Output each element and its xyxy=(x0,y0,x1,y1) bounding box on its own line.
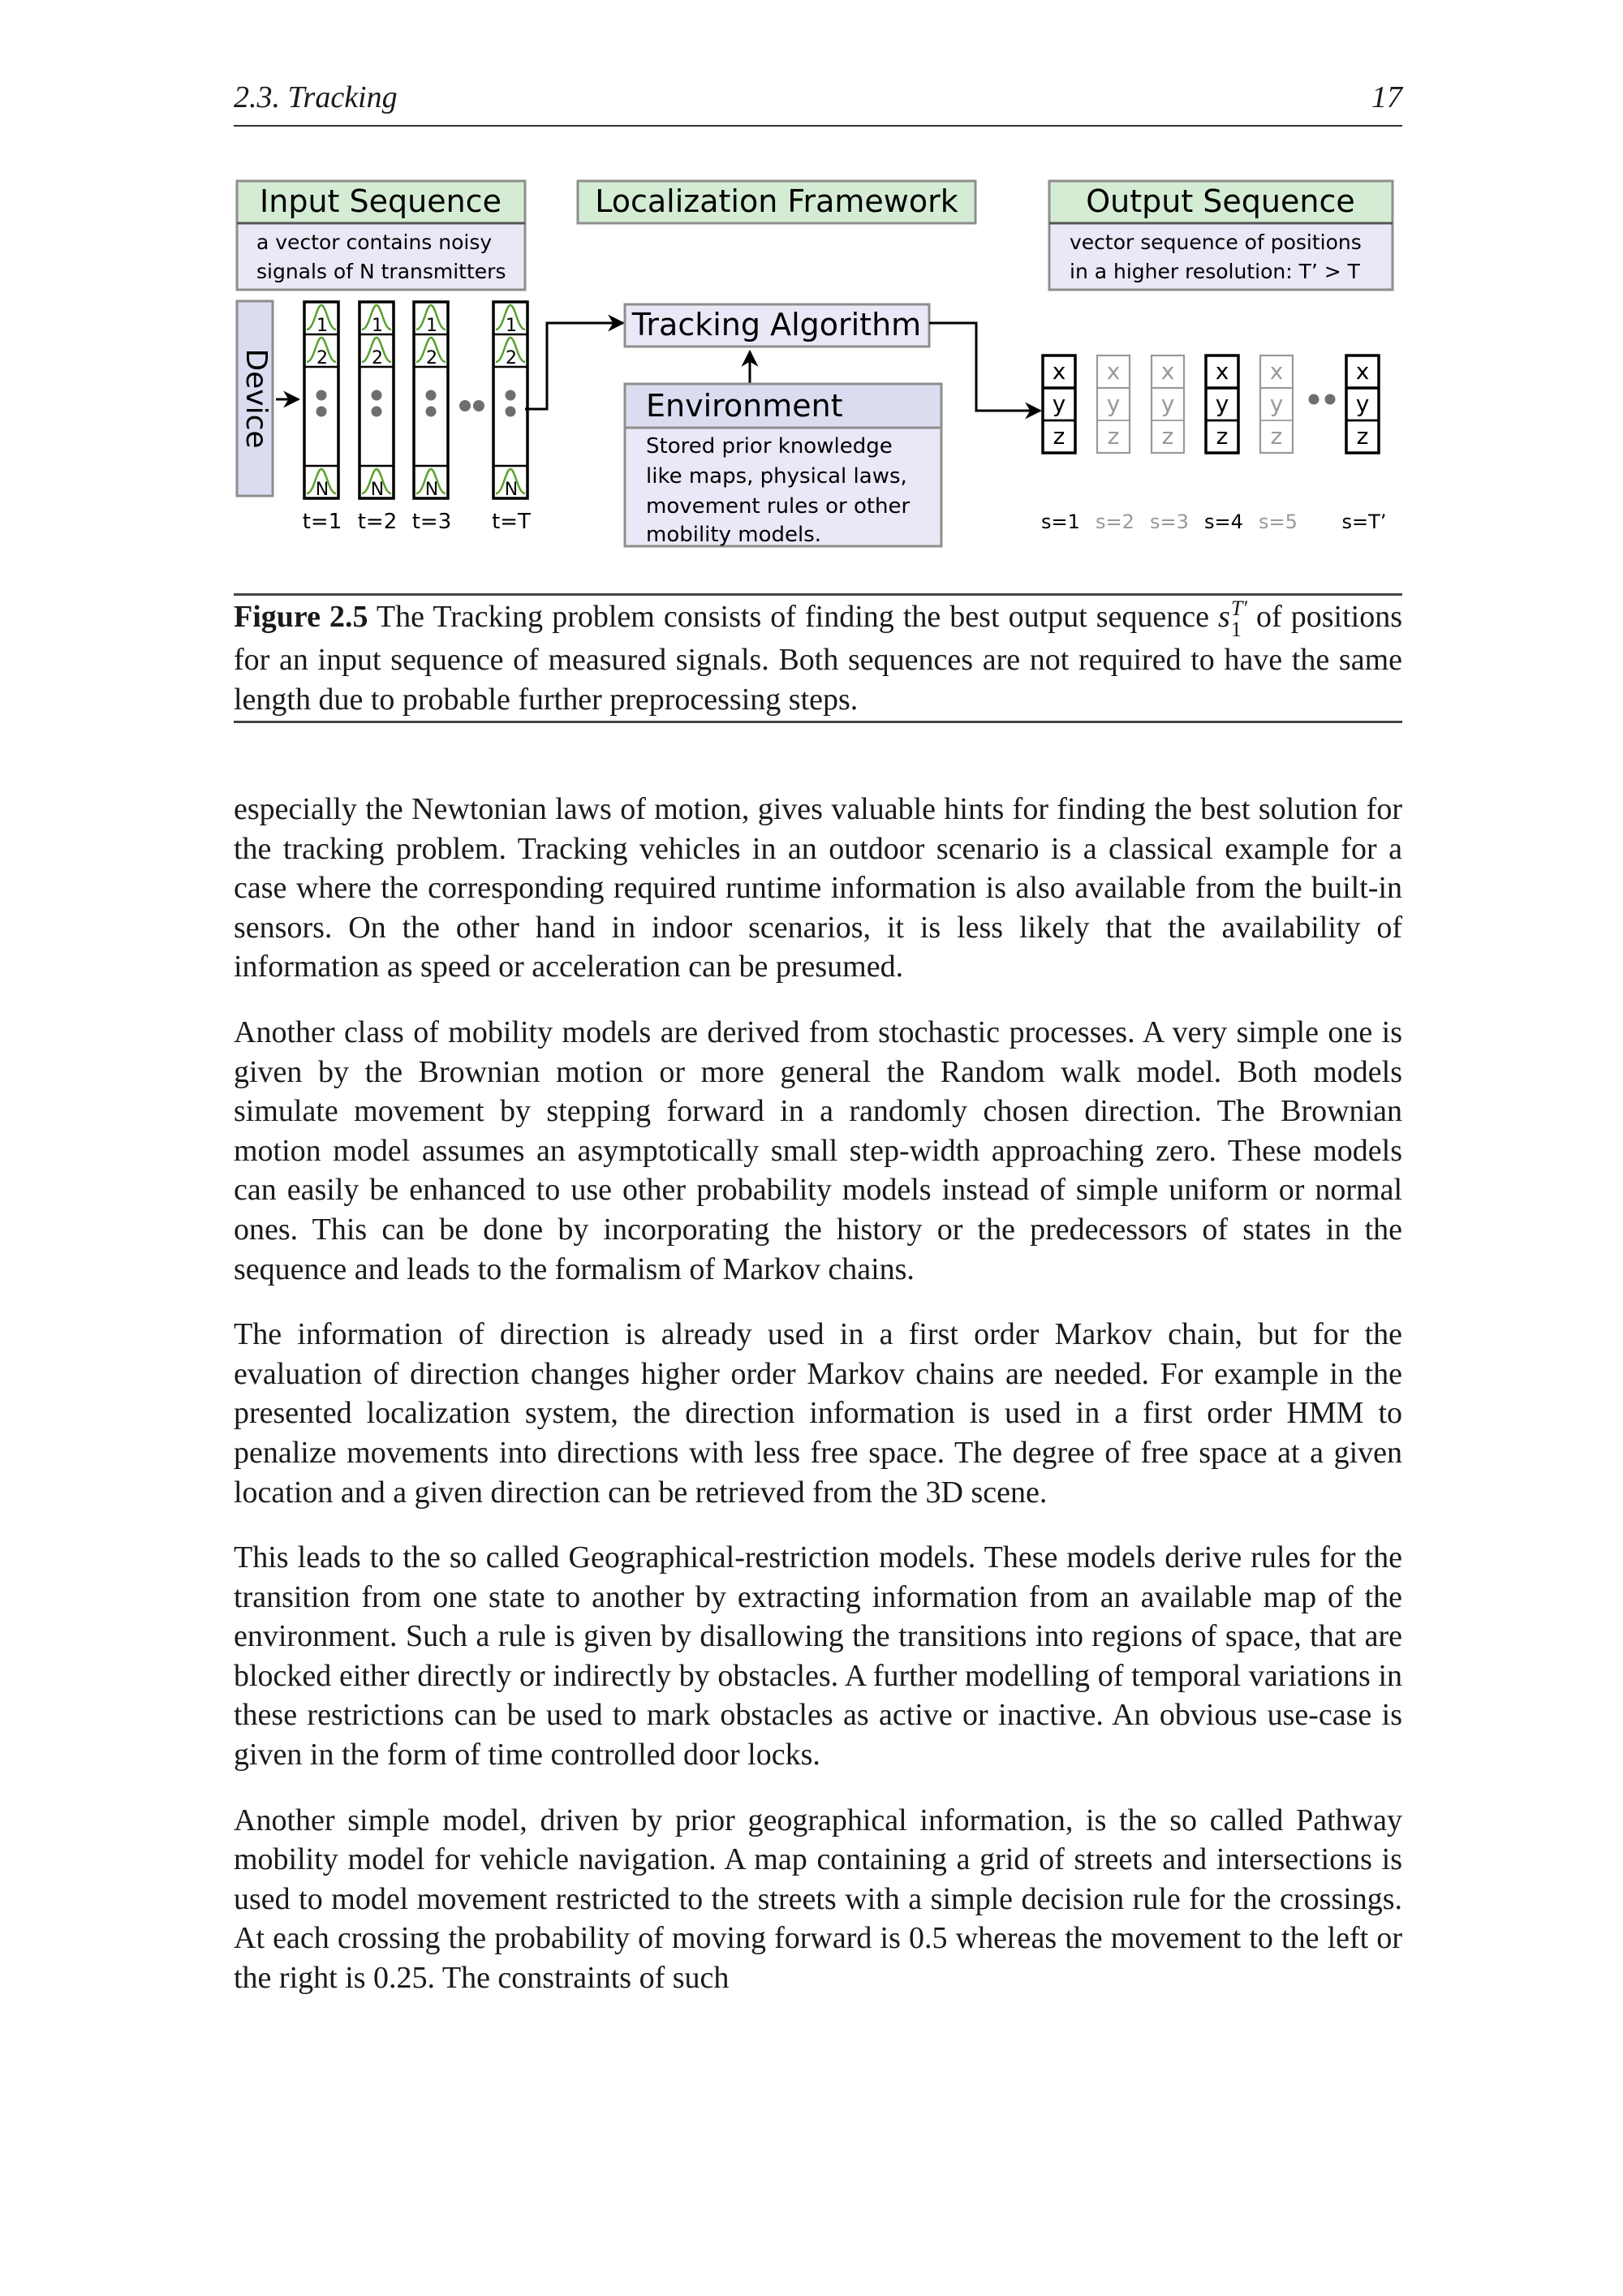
transmitter-index: 2 xyxy=(506,348,517,368)
output-vector-active xyxy=(1342,355,1387,533)
coordinate-z: z xyxy=(1161,423,1174,450)
transmitter-index: 1 xyxy=(506,316,517,336)
localization-framework-title: Localization Framework xyxy=(595,183,958,219)
coordinate-z: z xyxy=(1107,423,1120,450)
figure-caption xyxy=(234,597,1402,719)
output-step-label: s=4 xyxy=(1204,510,1243,533)
coordinate-x: x xyxy=(1052,358,1066,385)
coordinate-x: x xyxy=(1269,358,1284,385)
ellipsis-dots xyxy=(1309,394,1336,405)
environment-desc-line: mobility models. xyxy=(646,523,822,547)
input-vector xyxy=(412,302,452,534)
output-step-label: s=1 xyxy=(1041,510,1080,533)
transmitter-index: 2 xyxy=(316,348,328,368)
coordinate-y: y xyxy=(1269,390,1284,417)
caption-math xyxy=(1218,597,1247,642)
transmitter-index: 1 xyxy=(316,316,328,336)
environment-desc-line: like maps, physical laws, xyxy=(646,464,907,489)
output-vector-inactive xyxy=(1259,355,1298,533)
section-title: 2.3. Tracking xyxy=(234,80,398,114)
output-vector-inactive xyxy=(1150,355,1189,533)
coordinate-x: x xyxy=(1106,358,1121,385)
coordinate-z: z xyxy=(1053,423,1065,450)
figure-label: Figure 2.5 xyxy=(234,600,368,634)
output-vectors xyxy=(1041,355,1386,533)
environment-desc-line: Stored prior knowledge xyxy=(646,434,893,459)
input-vector xyxy=(492,302,531,534)
output-step-label: s=3 xyxy=(1150,510,1189,533)
output-sequence-desc-line: vector sequence of positions xyxy=(1070,230,1362,254)
transmitter-index: 2 xyxy=(426,348,437,368)
coordinate-x: x xyxy=(1215,358,1229,385)
input-sequence-title: Input Sequence xyxy=(260,183,502,219)
tracking-algorithm-title: Tracking Algorithm xyxy=(631,307,922,342)
transmitter-index: N xyxy=(424,480,439,500)
input-vector xyxy=(358,302,398,534)
environment-box xyxy=(625,351,941,547)
output-sequence-desc-line: in a higher resolution: T’ > T xyxy=(1070,260,1360,283)
ellipsis-dots xyxy=(459,400,484,411)
paragraph: Another simple model, driven by prior geographical information, is the so called Pathway mobility model for vehicle navigation. A map containing a grid of streets and intersections is used to model movement restricted to the streets with a simple decision rule for the crossings. At each crossing the probability of moving forward is 0.5 whereas the movement to the left or the right is 0.25. The constraints of such xyxy=(234,1803,1402,1996)
caption-rule-bottom xyxy=(234,721,1402,723)
coordinate-y: y xyxy=(1215,390,1229,417)
output-sequence-box xyxy=(1049,181,1393,290)
coordinate-y: y xyxy=(1160,390,1175,417)
input-to-tracking-connector xyxy=(525,323,623,409)
coordinate-x: x xyxy=(1160,358,1175,385)
math-base: s xyxy=(1218,600,1230,634)
body-text xyxy=(234,790,1402,2024)
environment-desc-line: movement rules or other xyxy=(646,494,911,519)
transmitter-index: 2 xyxy=(372,348,383,368)
output-sequence-title: Output Sequence xyxy=(1086,183,1355,219)
paragraph: This leads to the so called Geographical-restriction models. These models derive rules for the transition from one state to another by extracting information from an available map of the environment. Such a rule is given by disallowing the transitions into regions of space, that are blocked either directly or indirectly by obstacles. A further modelling of temporal variations in these restrictions can be used to mark obstacles as active or inactive. An obvious use-case is given in the form of time controlled door locks. xyxy=(234,1540,1402,1773)
math-sub: 1 xyxy=(1230,618,1242,642)
tracking-diagram xyxy=(234,174,1402,556)
device-label: Device xyxy=(239,348,273,449)
coordinate-z: z xyxy=(1356,423,1369,450)
output-step-label: s=2 xyxy=(1096,510,1134,533)
caption-rule-top xyxy=(234,593,1402,596)
localization-framework-box xyxy=(578,181,975,223)
caption-text: The Tracking problem consists of finding the best output sequence xyxy=(368,600,1219,634)
math-sup: T′ xyxy=(1230,597,1247,621)
output-step-label: s=5 xyxy=(1259,510,1298,533)
time-step-label: t=2 xyxy=(357,510,398,534)
time-step-label: t=3 xyxy=(411,510,452,534)
input-vector xyxy=(303,302,342,534)
time-step-label: t=1 xyxy=(302,510,342,534)
figure-tracking-diagram xyxy=(234,174,1402,556)
coordinate-y: y xyxy=(1052,390,1066,417)
transmitter-index: N xyxy=(370,480,385,500)
tracking-algorithm-box xyxy=(625,304,929,347)
paragraph: The information of direction is already used in a first order Markov chain, but for the evaluation of direction changes higher order Markov chains are needed. For example in the presented localization system, the direction information is used in a first order HMM to penalize movements into directions with less free space. The degree of free space at a given location and a given direction can be retrieved from the 3D scene. xyxy=(234,1317,1402,1510)
transmitter-index: 1 xyxy=(372,316,383,336)
time-step-label: t=T xyxy=(492,510,531,534)
coordinate-z: z xyxy=(1216,423,1229,450)
environment-title: Environment xyxy=(646,388,843,424)
transmitter-index: 1 xyxy=(426,316,437,336)
transmitter-index: N xyxy=(315,480,329,500)
output-vector-active xyxy=(1204,355,1243,533)
tracking-to-output-connector xyxy=(929,323,1040,411)
input-sequence-desc-line: a vector contains noisy xyxy=(256,230,493,254)
running-head xyxy=(234,80,1402,127)
input-vectors xyxy=(303,302,531,534)
coordinate-y: y xyxy=(1106,390,1121,417)
paragraph: especially the Newtonian laws of motion, gives valuable hints for finding the best solution for the tracking problem. Tracking vehicles in an outdoor scenario is a classical example for a case where the corresponding required runtime information is also available from the built-in sensors. On the other hand in indoor scenarios, it is less likely that the availability of information as speed or acceleration can be presumed. xyxy=(234,792,1402,984)
coordinate-z: z xyxy=(1270,423,1283,450)
input-sequence-desc-line: signals of N transmitters xyxy=(256,260,506,283)
coordinate-y: y xyxy=(1355,390,1370,417)
output-step-label: s=T’ xyxy=(1341,510,1387,533)
transmitter-index: N xyxy=(504,480,519,500)
output-vector-inactive xyxy=(1096,355,1134,533)
device-box xyxy=(237,301,299,496)
output-vector-active xyxy=(1041,355,1080,533)
caption-text: of positions for an input sequence of measured signals. Both sequences are not required to have the same length due to probable further preprocessing steps. xyxy=(234,600,1403,717)
input-sequence-box xyxy=(237,181,525,290)
page-number: 17 xyxy=(1371,80,1402,114)
paragraph: Another class of mobility models are derived from stochastic processes. A very simple one is given by the Brownian motion or more general the Random walk model. Both models simulate movement by stepping forward in a randomly chosen direction. The Brownian motion model assumes an asymptotically small step-width approaching zero. These models can easily be enhanced to use other probability models instead of simple uniform or normal ones. This can be done by incorporating the history or the predecessors of states in the sequence and leads to the formalism of Markov chains. xyxy=(234,1014,1402,1286)
coordinate-x: x xyxy=(1355,358,1370,385)
